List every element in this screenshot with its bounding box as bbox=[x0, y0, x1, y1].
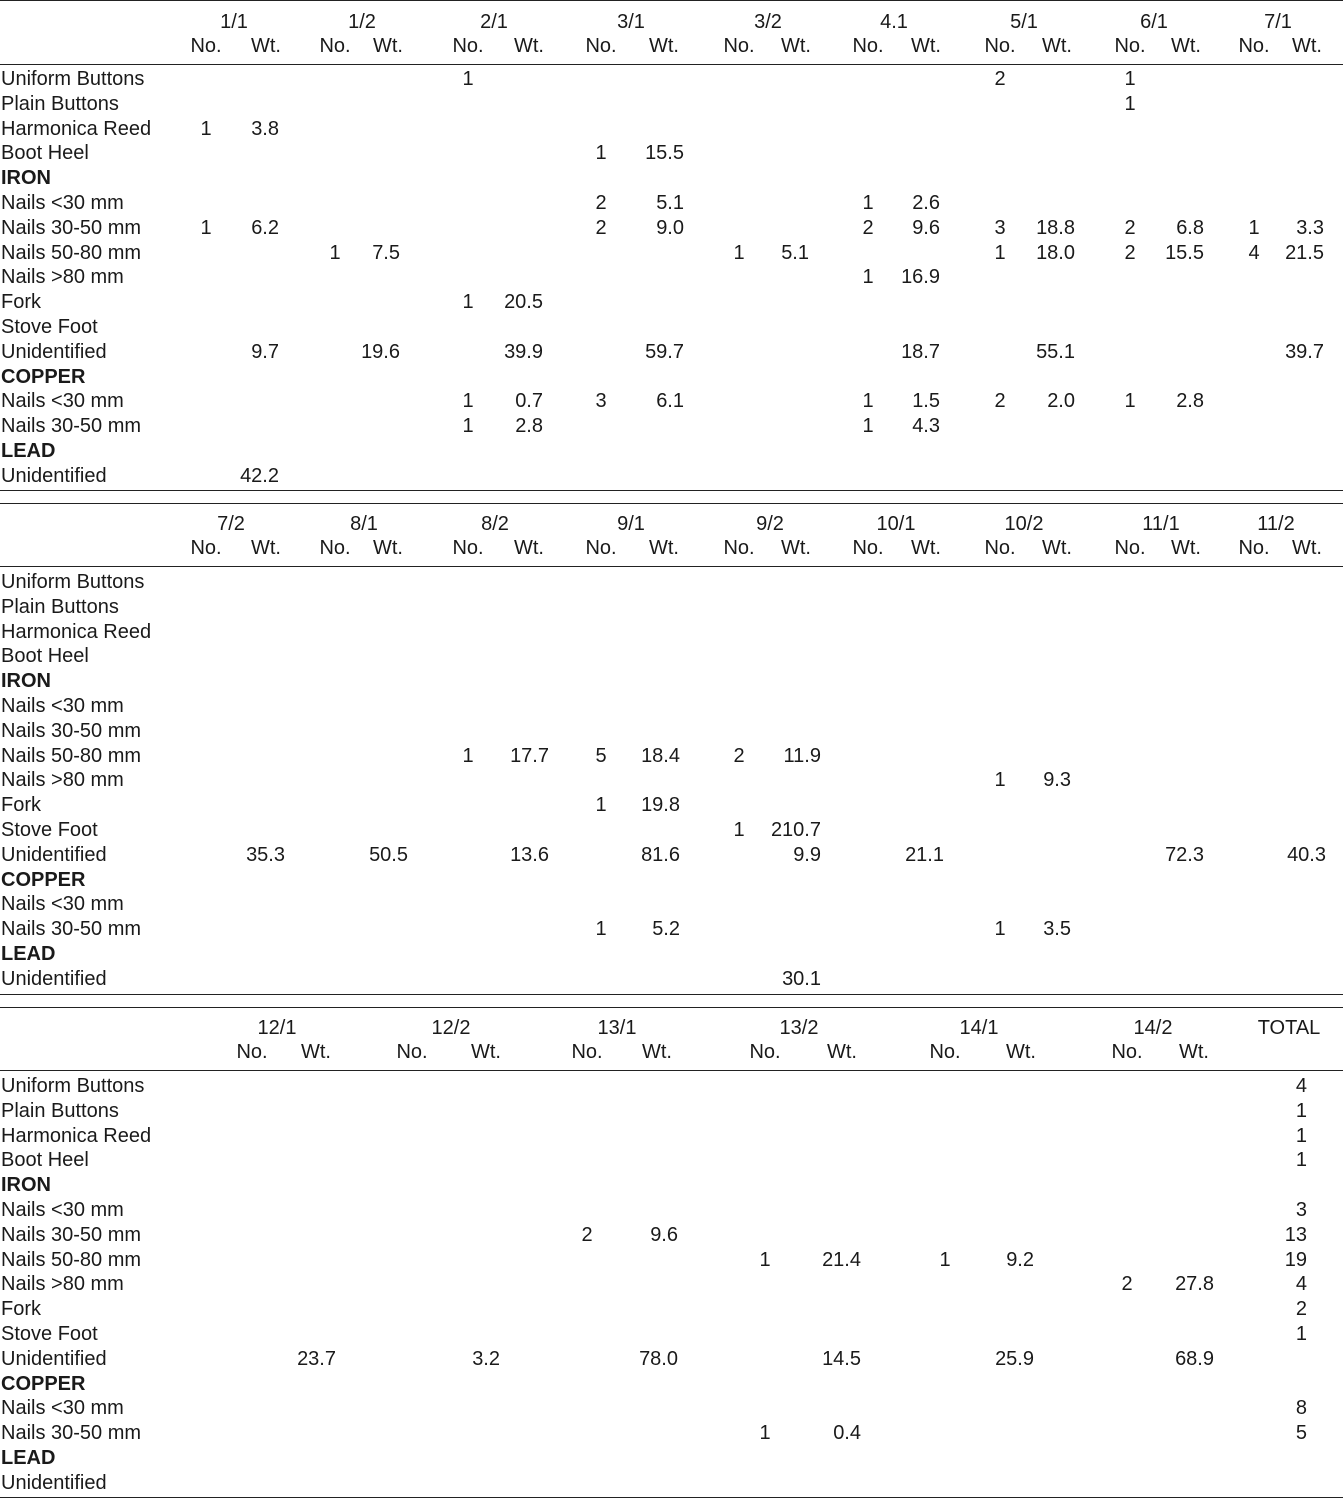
row-label: LEAD bbox=[1, 1447, 56, 1469]
section-top-rule bbox=[0, 0, 1343, 1]
weight-cell: 27.8 bbox=[1175, 1273, 1214, 1295]
row-label: Harmonica Reed bbox=[1, 1125, 152, 1147]
count-cell: 3 bbox=[595, 390, 607, 412]
row-label: Plain Buttons bbox=[1, 1100, 119, 1122]
section-top-rule bbox=[0, 503, 1343, 504]
row-label: LEAD bbox=[1, 440, 56, 462]
wt-subheader: Wt. bbox=[301, 1041, 331, 1063]
row-label: Nails 50-80 mm bbox=[1, 242, 142, 264]
column-group-header: 1/1 bbox=[220, 11, 248, 33]
weight-cell: 42.2 bbox=[240, 465, 279, 487]
weight-cell: 14.5 bbox=[822, 1348, 861, 1370]
no-subheader: No. bbox=[585, 35, 617, 57]
count-cell: 1 bbox=[595, 794, 607, 816]
row-label: Unidentified bbox=[1, 341, 107, 363]
no-subheader: No. bbox=[929, 1041, 961, 1063]
row-label: Nails >80 mm bbox=[1, 769, 124, 791]
row-label: Unidentified bbox=[1, 465, 107, 487]
weight-cell: 5.1 bbox=[656, 192, 684, 214]
row-label: Nails 50-80 mm bbox=[1, 1249, 142, 1271]
weight-cell: 19.8 bbox=[641, 794, 680, 816]
count-cell: 1 bbox=[329, 242, 341, 264]
weight-cell: 50.5 bbox=[369, 844, 408, 866]
weight-cell: 6.2 bbox=[251, 217, 279, 239]
count-cell: 2 bbox=[994, 390, 1006, 412]
count-cell: 2 bbox=[581, 1224, 593, 1246]
count-cell: 1 bbox=[200, 118, 212, 140]
row-label: Harmonica Reed bbox=[1, 118, 152, 140]
count-cell: 1 bbox=[462, 390, 474, 412]
weight-cell: 19.6 bbox=[361, 341, 400, 363]
row-label: IRON bbox=[1, 167, 51, 189]
section-bottom-rule bbox=[0, 490, 1343, 491]
no-subheader: No. bbox=[723, 537, 755, 559]
column-group-header: 11/1 bbox=[1142, 513, 1180, 535]
weight-cell: 21.4 bbox=[822, 1249, 861, 1271]
weight-cell: 21.5 bbox=[1285, 242, 1324, 264]
weight-cell: 16.9 bbox=[901, 266, 940, 288]
wt-subheader: Wt. bbox=[1179, 1041, 1209, 1063]
total-cell: 1 bbox=[1295, 1100, 1307, 1122]
weight-cell: 20.5 bbox=[504, 291, 543, 313]
column-group-header: 12/1 bbox=[257, 1017, 297, 1039]
weight-cell: 78.0 bbox=[639, 1348, 678, 1370]
weight-cell: 3.3 bbox=[1296, 217, 1324, 239]
row-label: Unidentified bbox=[1, 1472, 107, 1494]
header-rule bbox=[0, 566, 1343, 567]
count-cell: 1 bbox=[462, 415, 474, 437]
wt-subheader: Wt. bbox=[1042, 537, 1072, 559]
weight-cell: 81.6 bbox=[641, 844, 680, 866]
weight-cell: 18.8 bbox=[1036, 217, 1075, 239]
total-cell: 8 bbox=[1295, 1397, 1307, 1419]
weight-cell: 2.0 bbox=[1047, 390, 1075, 412]
no-subheader: No. bbox=[749, 1041, 781, 1063]
row-label: Uniform Buttons bbox=[1, 1075, 145, 1097]
column-group-header: 1/2 bbox=[348, 11, 376, 33]
row-label: Plain Buttons bbox=[1, 596, 119, 618]
weight-cell: 9.2 bbox=[1006, 1249, 1034, 1271]
no-subheader: No. bbox=[1114, 35, 1146, 57]
weight-cell: 9.6 bbox=[912, 217, 940, 239]
column-group-header: 10/2 bbox=[1004, 513, 1044, 535]
wt-subheader: Wt. bbox=[471, 1041, 501, 1063]
row-label: Fork bbox=[1, 291, 41, 313]
total-cell: 2 bbox=[1295, 1298, 1307, 1320]
section-bottom-rule bbox=[0, 994, 1343, 995]
weight-cell: 72.3 bbox=[1165, 844, 1204, 866]
count-cell: 1 bbox=[862, 390, 874, 412]
row-label: Nails >80 mm bbox=[1, 266, 124, 288]
count-cell: 1 bbox=[1248, 217, 1260, 239]
count-cell: 1 bbox=[733, 819, 745, 841]
row-label: Boot Heel bbox=[1, 645, 89, 667]
total-cell: 3 bbox=[1295, 1199, 1307, 1221]
row-label: IRON bbox=[1, 670, 51, 692]
no-subheader: No. bbox=[585, 537, 617, 559]
no-subheader: No. bbox=[852, 35, 884, 57]
weight-cell: 2.6 bbox=[912, 192, 940, 214]
weight-cell: 18.0 bbox=[1036, 242, 1075, 264]
row-label: Harmonica Reed bbox=[1, 621, 152, 643]
weight-cell: 6.8 bbox=[1176, 217, 1204, 239]
row-label: Stove Foot bbox=[1, 316, 98, 338]
column-group-header: 14/2 bbox=[1133, 1017, 1173, 1039]
weight-cell: 2.8 bbox=[1176, 390, 1204, 412]
count-cell: 2 bbox=[1124, 217, 1136, 239]
weight-cell: 18.7 bbox=[901, 341, 940, 363]
total-header: TOTAL bbox=[1257, 1017, 1321, 1039]
count-cell: 1 bbox=[1124, 93, 1136, 115]
count-cell: 5 bbox=[595, 745, 607, 767]
total-cell: 1 bbox=[1295, 1149, 1307, 1171]
column-group-header: 7/2 bbox=[217, 513, 245, 535]
count-cell: 1 bbox=[759, 1422, 771, 1444]
weight-cell: 39.7 bbox=[1285, 341, 1324, 363]
count-cell: 1 bbox=[595, 142, 607, 164]
weight-cell: 30.1 bbox=[782, 968, 821, 990]
count-cell: 2 bbox=[1121, 1273, 1133, 1295]
row-label: COPPER bbox=[1, 366, 86, 388]
wt-subheader: Wt. bbox=[373, 35, 403, 57]
row-label: Nails <30 mm bbox=[1, 192, 124, 214]
weight-cell: 59.7 bbox=[645, 341, 684, 363]
no-subheader: No. bbox=[1238, 537, 1270, 559]
row-label: Uniform Buttons bbox=[1, 68, 145, 90]
column-group-header: 13/2 bbox=[779, 1017, 819, 1039]
column-group-header: 5/1 bbox=[1010, 11, 1038, 33]
wt-subheader: Wt. bbox=[911, 35, 941, 57]
no-subheader: No. bbox=[1238, 35, 1270, 57]
column-group-header: 3/2 bbox=[754, 11, 782, 33]
no-subheader: No. bbox=[452, 537, 484, 559]
weight-cell: 11.9 bbox=[783, 745, 821, 767]
row-label: Nails 50-80 mm bbox=[1, 745, 142, 767]
weight-cell: 5.1 bbox=[781, 242, 809, 264]
weight-cell: 15.5 bbox=[645, 142, 684, 164]
weight-cell: 17.7 bbox=[510, 745, 549, 767]
weight-cell: 3.2 bbox=[472, 1348, 500, 1370]
total-cell: 1 bbox=[1295, 1125, 1307, 1147]
count-cell: 2 bbox=[1124, 242, 1136, 264]
row-label: Unidentified bbox=[1, 844, 107, 866]
column-group-header: 8/2 bbox=[481, 513, 509, 535]
wt-subheader: Wt. bbox=[1171, 537, 1201, 559]
row-label: Nails <30 mm bbox=[1, 695, 124, 717]
wt-subheader: Wt. bbox=[1042, 35, 1072, 57]
weight-cell: 210.7 bbox=[770, 819, 821, 841]
wt-subheader: Wt. bbox=[649, 35, 679, 57]
weight-cell: 2.8 bbox=[515, 415, 543, 437]
row-label: Nails <30 mm bbox=[1, 1199, 124, 1221]
count-cell: 1 bbox=[200, 217, 212, 239]
weight-cell: 6.1 bbox=[656, 390, 684, 412]
weight-cell: 18.4 bbox=[641, 745, 680, 767]
wt-subheader: Wt. bbox=[251, 537, 281, 559]
column-group-header: 11/2 bbox=[1257, 513, 1295, 535]
column-group-header: 6/1 bbox=[1140, 11, 1168, 33]
row-label: Stove Foot bbox=[1, 819, 98, 841]
count-cell: 1 bbox=[862, 415, 874, 437]
weight-cell: 35.3 bbox=[246, 844, 285, 866]
row-label: Nails 30-50 mm bbox=[1, 720, 142, 742]
weight-cell: 68.9 bbox=[1175, 1348, 1214, 1370]
wt-subheader: Wt. bbox=[1171, 35, 1201, 57]
count-cell: 1 bbox=[862, 192, 874, 214]
row-label: Plain Buttons bbox=[1, 93, 119, 115]
weight-cell: 9.0 bbox=[656, 217, 684, 239]
count-cell: 1 bbox=[994, 242, 1006, 264]
weight-cell: 9.7 bbox=[251, 341, 279, 363]
wt-subheader: Wt. bbox=[781, 35, 811, 57]
weight-cell: 5.2 bbox=[652, 918, 680, 940]
weight-cell: 7.5 bbox=[372, 242, 400, 264]
weight-cell: 21.1 bbox=[905, 844, 944, 866]
row-label: Nails <30 mm bbox=[1, 390, 124, 412]
total-cell: 4 bbox=[1295, 1075, 1307, 1097]
weight-cell: 3.8 bbox=[251, 118, 279, 140]
weight-cell: 9.3 bbox=[1043, 769, 1071, 791]
column-group-header: 14/1 bbox=[959, 1017, 999, 1039]
column-group-header: 2/1 bbox=[480, 11, 508, 33]
wt-subheader: Wt. bbox=[1292, 537, 1322, 559]
row-label: Nails <30 mm bbox=[1, 1397, 124, 1419]
row-label: COPPER bbox=[1, 869, 86, 891]
no-subheader: No. bbox=[319, 35, 351, 57]
row-label: Nails 30-50 mm bbox=[1, 415, 142, 437]
column-group-header: 3/1 bbox=[617, 11, 645, 33]
no-subheader: No. bbox=[396, 1041, 428, 1063]
weight-cell: 15.5 bbox=[1165, 242, 1204, 264]
total-cell: 4 bbox=[1295, 1273, 1307, 1295]
column-group-header: 8/1 bbox=[350, 513, 378, 535]
total-cell: 5 bbox=[1295, 1422, 1307, 1444]
count-cell: 3 bbox=[994, 217, 1006, 239]
wt-subheader: Wt. bbox=[781, 537, 811, 559]
row-label: Uniform Buttons bbox=[1, 571, 145, 593]
count-cell: 2 bbox=[994, 68, 1006, 90]
weight-cell: 13.6 bbox=[510, 844, 549, 866]
no-subheader: No. bbox=[1111, 1041, 1143, 1063]
section-bottom-rule bbox=[0, 1497, 1343, 1498]
count-cell: 1 bbox=[733, 242, 745, 264]
row-label: Nails 30-50 mm bbox=[1, 918, 142, 940]
no-subheader: No. bbox=[984, 35, 1016, 57]
row-label: Fork bbox=[1, 1298, 41, 1320]
wt-subheader: Wt. bbox=[514, 35, 544, 57]
total-cell: 19 bbox=[1284, 1249, 1307, 1271]
column-group-header: 12/2 bbox=[431, 1017, 471, 1039]
count-cell: 1 bbox=[994, 769, 1006, 791]
wt-subheader: Wt. bbox=[642, 1041, 672, 1063]
count-cell: 1 bbox=[994, 918, 1006, 940]
column-group-header: 9/1 bbox=[617, 513, 645, 535]
no-subheader: No. bbox=[984, 537, 1016, 559]
wt-subheader: Wt. bbox=[649, 537, 679, 559]
no-subheader: No. bbox=[723, 35, 755, 57]
weight-cell: 4.3 bbox=[912, 415, 940, 437]
count-cell: 1 bbox=[462, 745, 474, 767]
no-subheader: No. bbox=[852, 537, 884, 559]
row-label: Stove Foot bbox=[1, 1323, 98, 1345]
total-cell: 13 bbox=[1284, 1224, 1307, 1246]
weight-cell: 9.9 bbox=[793, 844, 821, 866]
count-cell: 2 bbox=[595, 217, 607, 239]
row-label: Fork bbox=[1, 794, 41, 816]
wt-subheader: Wt. bbox=[827, 1041, 857, 1063]
header-rule bbox=[0, 64, 1343, 65]
weight-cell: 9.6 bbox=[650, 1224, 678, 1246]
count-cell: 1 bbox=[1124, 390, 1136, 412]
row-label: Nails 30-50 mm bbox=[1, 1224, 142, 1246]
no-subheader: No. bbox=[319, 537, 351, 559]
row-label: Unidentified bbox=[1, 1348, 107, 1370]
row-label: Boot Heel bbox=[1, 1149, 89, 1171]
column-group-header: 7/1 bbox=[1264, 11, 1292, 33]
row-label: Nails 30-50 mm bbox=[1, 217, 142, 239]
header-rule bbox=[0, 1070, 1343, 1071]
no-subheader: No. bbox=[236, 1041, 268, 1063]
no-subheader: No. bbox=[452, 35, 484, 57]
count-cell: 1 bbox=[759, 1249, 771, 1271]
no-subheader: No. bbox=[190, 537, 222, 559]
column-group-header: 13/1 bbox=[597, 1017, 637, 1039]
total-cell: 1 bbox=[1295, 1323, 1307, 1345]
row-label: Nails 30-50 mm bbox=[1, 1422, 142, 1444]
count-cell: 1 bbox=[462, 68, 474, 90]
wt-subheader: Wt. bbox=[911, 537, 941, 559]
row-label: IRON bbox=[1, 1174, 51, 1196]
weight-cell: 1.5 bbox=[912, 390, 940, 412]
count-cell: 1 bbox=[939, 1249, 951, 1271]
count-cell: 2 bbox=[733, 745, 745, 767]
wt-subheader: Wt. bbox=[251, 35, 281, 57]
row-label: Nails <30 mm bbox=[1, 893, 124, 915]
wt-subheader: Wt. bbox=[1006, 1041, 1036, 1063]
wt-subheader: Wt. bbox=[1292, 35, 1322, 57]
count-cell: 1 bbox=[462, 291, 474, 313]
no-subheader: No. bbox=[190, 35, 222, 57]
weight-cell: 3.5 bbox=[1043, 918, 1071, 940]
row-label: LEAD bbox=[1, 943, 56, 965]
wt-subheader: Wt. bbox=[514, 537, 544, 559]
weight-cell: 55.1 bbox=[1036, 341, 1075, 363]
count-cell: 2 bbox=[595, 192, 607, 214]
no-subheader: No. bbox=[571, 1041, 603, 1063]
section-top-rule bbox=[0, 1007, 1343, 1008]
count-cell: 1 bbox=[595, 918, 607, 940]
column-group-header: 9/2 bbox=[756, 513, 784, 535]
weight-cell: 0.4 bbox=[833, 1422, 861, 1444]
no-subheader: No. bbox=[1114, 537, 1146, 559]
row-label: Nails >80 mm bbox=[1, 1273, 124, 1295]
column-group-header: 4.1 bbox=[880, 11, 908, 33]
count-cell: 2 bbox=[862, 217, 874, 239]
row-label: COPPER bbox=[1, 1373, 86, 1395]
weight-cell: 0.7 bbox=[515, 390, 543, 412]
weight-cell: 40.3 bbox=[1287, 844, 1326, 866]
count-cell: 1 bbox=[862, 266, 874, 288]
row-label: Unidentified bbox=[1, 968, 107, 990]
weight-cell: 25.9 bbox=[995, 1348, 1034, 1370]
weight-cell: 23.7 bbox=[297, 1348, 336, 1370]
wt-subheader: Wt. bbox=[373, 537, 403, 559]
weight-cell: 39.9 bbox=[504, 341, 543, 363]
column-group-header: 10/1 bbox=[876, 513, 916, 535]
count-cell: 1 bbox=[1124, 68, 1136, 90]
count-cell: 4 bbox=[1248, 242, 1260, 264]
row-label: Boot Heel bbox=[1, 142, 89, 164]
